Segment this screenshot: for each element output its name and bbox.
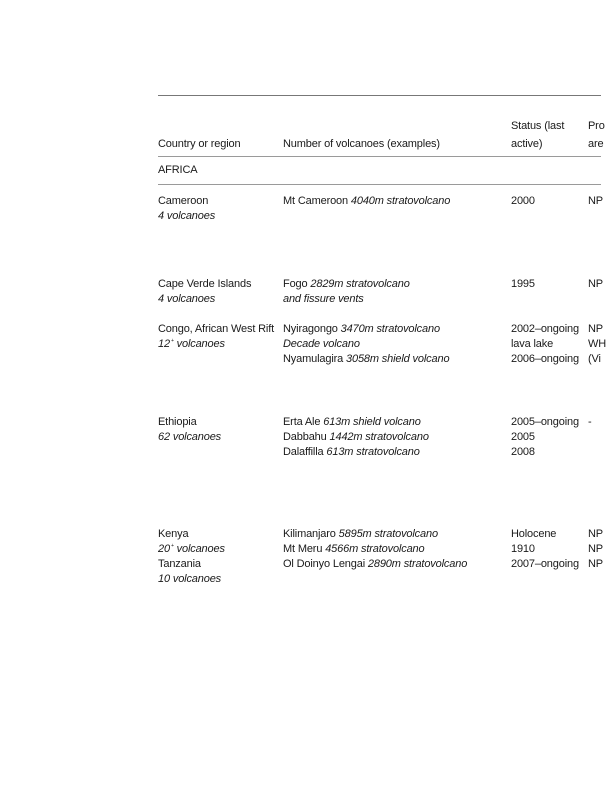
header-status-line2: active) xyxy=(511,138,543,150)
row-count-secondary: 10 volcanoes xyxy=(158,573,222,585)
volcano-name: Ol Doinyo Lengai xyxy=(283,558,365,570)
volcano-status: 2006–ongoing xyxy=(511,353,579,365)
row-count xyxy=(158,337,225,352)
volcano-status: 2005 xyxy=(511,431,535,443)
volcano-entry xyxy=(283,352,449,367)
volcano-desc: 613m stratovolcano xyxy=(326,446,420,458)
volcano-desc: 1442m stratovolcano xyxy=(329,431,429,443)
count-number: 12 xyxy=(158,338,170,350)
volcano-protected: NP xyxy=(588,528,603,540)
section-title: AFRICA xyxy=(158,164,198,176)
header-rule xyxy=(158,156,601,157)
count-plus-sup: + xyxy=(170,543,174,550)
volcano-name: Nyiragongo xyxy=(283,323,338,335)
volcano-status: 1995 xyxy=(511,278,535,290)
volcano-name: Erta Ale xyxy=(283,416,321,428)
volcano-entry xyxy=(283,277,410,292)
volcano-desc: 4040m stratovolcano xyxy=(350,195,451,207)
volcano-entry xyxy=(283,322,440,337)
row-country: Kenya xyxy=(158,528,189,540)
volcano-name: Dabbahu xyxy=(283,431,327,443)
volcano-entry xyxy=(283,430,429,445)
volcano-desc: 613m shield volcano xyxy=(323,416,421,428)
volcano-protected-line2: WH xyxy=(588,338,606,350)
header-country: Country or region xyxy=(158,138,241,150)
volcano-desc-line2: and fissure vents xyxy=(283,293,364,305)
volcano-protected: (Vi xyxy=(588,353,601,365)
volcano-protected: NP xyxy=(588,323,603,335)
volcano-entry xyxy=(283,194,450,209)
volcano-protected: - xyxy=(588,416,592,428)
volcano-protected: NP xyxy=(588,278,603,290)
section-rule xyxy=(158,184,601,185)
volcano-desc: 5895m stratovolcano xyxy=(338,528,438,540)
volcano-desc: 2829m stratovolcano xyxy=(310,278,410,290)
volcano-name: Dalaffilla xyxy=(283,446,324,458)
volcano-status-line2: lava lake xyxy=(511,338,554,350)
row-country: Cameroon xyxy=(158,195,209,207)
volcano-status: Holocene xyxy=(511,528,557,540)
count-number: 20 xyxy=(158,543,170,555)
row-country: Ethiopia xyxy=(158,416,197,428)
volcano-entry xyxy=(283,542,424,557)
volcano-entry xyxy=(283,415,421,430)
row-country: Cape Verde Islands xyxy=(158,278,252,290)
count-word: volcanoes xyxy=(176,543,225,555)
row-count: 4 volcanoes xyxy=(158,293,216,305)
row-count: 62 volcanoes xyxy=(158,431,222,443)
volcano-entry xyxy=(283,527,438,542)
row-country: Congo, African West Rift xyxy=(158,323,275,335)
volcano-desc: 3470m stratovolcano xyxy=(340,323,440,335)
volcano-name: Mt Cameroon xyxy=(283,195,348,207)
volcano-desc: 2890m stratovolcano xyxy=(367,558,468,570)
volcano-desc: 4566m stratovolcano xyxy=(325,543,425,555)
volcano-desc: 3058m shield volcano xyxy=(346,353,450,365)
volcano-name: Nyamulagira xyxy=(283,353,344,365)
volcano-status: 2005–ongoing xyxy=(511,416,579,428)
count-word: volcanoes xyxy=(176,338,225,350)
volcano-protected: NP xyxy=(588,543,603,555)
volcano-status: 1910 xyxy=(511,543,535,555)
header-number: Number of volcanoes (examples) xyxy=(283,138,440,150)
volcano-status: 2002–ongoing xyxy=(511,323,579,335)
volcano-desc-line2: Decade volcano xyxy=(283,338,360,350)
header-protected-line2: are xyxy=(588,138,604,150)
count-plus-sup: + xyxy=(170,338,174,345)
header-protected-line1: Pro xyxy=(588,120,605,132)
volcano-status: 2000 xyxy=(511,195,535,207)
row-count: 4 volcanoes xyxy=(158,210,216,222)
volcano-status: 2008 xyxy=(511,446,535,458)
volcano-name: Mt Meru xyxy=(283,543,323,555)
volcano-name: Fogo xyxy=(283,278,308,290)
table-top-rule xyxy=(158,95,601,96)
header-status-line1: Status (last xyxy=(511,120,565,132)
volcano-protected: NP xyxy=(588,558,603,570)
row-count xyxy=(158,542,225,557)
volcano-entry xyxy=(283,445,420,460)
volcano-status: 2007–ongoing xyxy=(511,558,579,570)
row-country-secondary: Tanzania xyxy=(158,558,201,570)
volcano-protected: NP xyxy=(588,195,603,207)
volcano-name: Kilimanjaro xyxy=(283,528,336,540)
volcano-entry xyxy=(283,557,467,572)
